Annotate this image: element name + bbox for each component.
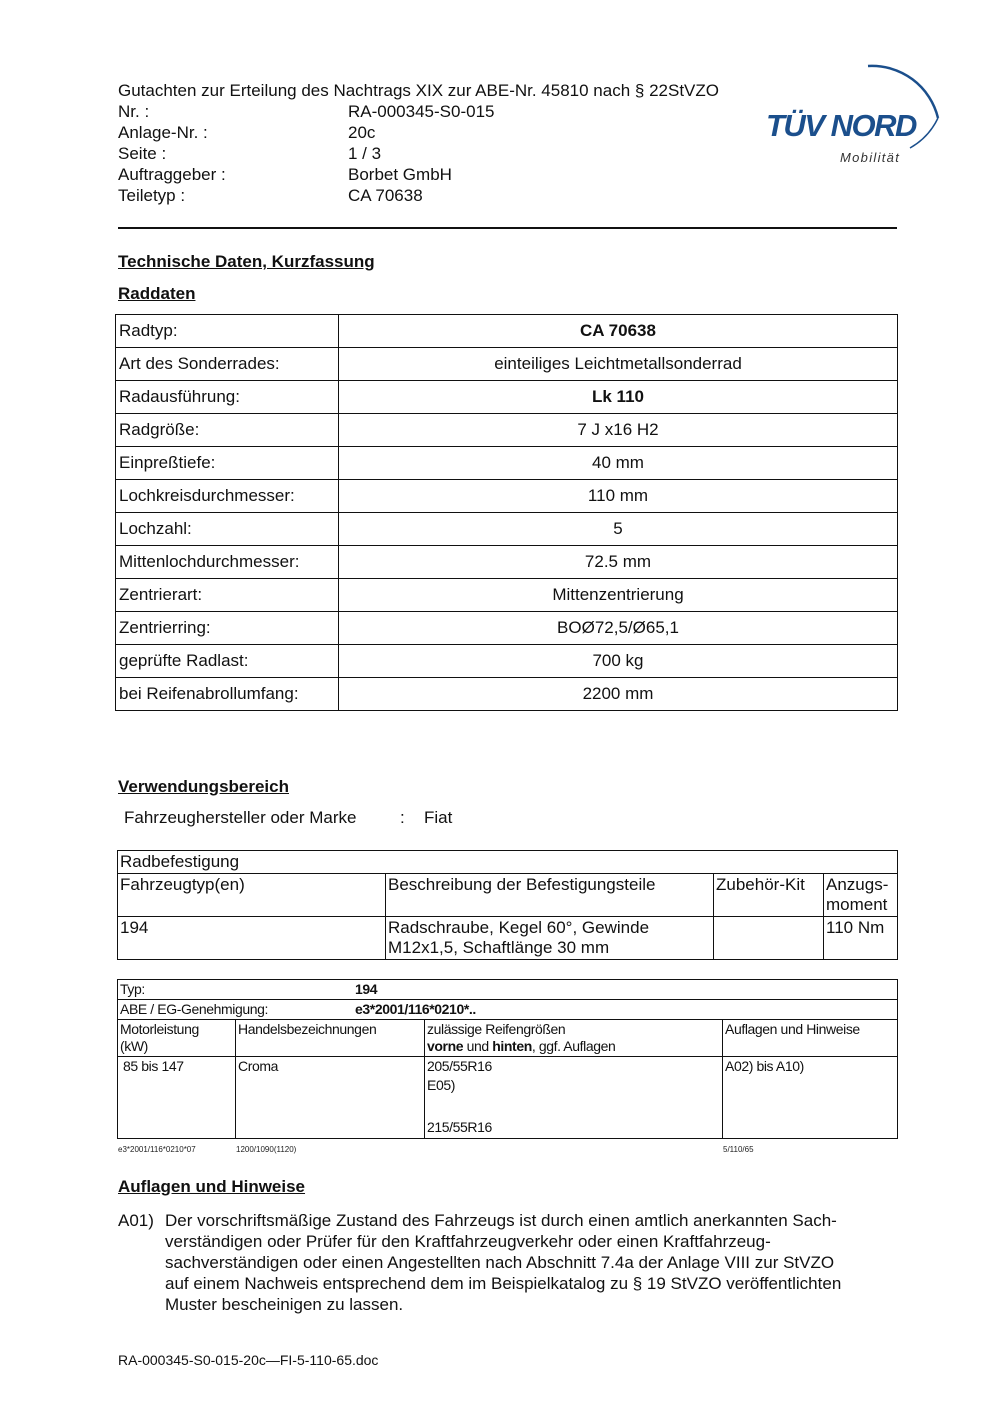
logo-subtitle: Mobilität	[840, 150, 901, 165]
tire-note: E05)	[427, 1077, 455, 1093]
header-cell	[118, 1020, 236, 1057]
cell-label: Lochzahl:	[116, 513, 339, 546]
table-row	[118, 917, 898, 960]
abe-value: e3*2001/116*0210*..	[355, 1001, 476, 1017]
verwendung-title: Verwendungsbereich	[118, 777, 289, 796]
description-line: M12x1,5, Schaftlänge 30 mm	[388, 938, 610, 957]
cell-label: Radgröße:	[116, 414, 339, 447]
header-row	[118, 185, 719, 206]
small-note: 1200/1090(1120)	[236, 1145, 297, 1154]
header-cell: Handelsbezeichnungen	[236, 1020, 425, 1057]
header-line	[427, 1038, 720, 1055]
header-cell: Beschreibung der Befestigungsteile	[386, 874, 714, 917]
footer-filename: RA-000345-S0-015-20c—FI-5-110-65.doc	[118, 1352, 379, 1368]
header-label: Teiletyp :	[118, 186, 186, 205]
manufacturer-label: Fahrzeughersteller oder Marke	[124, 808, 357, 827]
cell-value: CA 70638	[339, 315, 898, 348]
raddaten-table	[115, 314, 898, 711]
table-row	[116, 348, 898, 381]
table-row	[118, 1000, 898, 1020]
header-value: 20c	[348, 123, 376, 142]
cell-label: bei Reifenabrollumfang:	[116, 678, 339, 711]
a01-label: A01)	[118, 1211, 154, 1230]
cell-value: 7 J x16 H2	[339, 414, 898, 447]
header-value: Borbet GmbH	[348, 165, 452, 184]
a01-text	[165, 1210, 905, 1315]
header-label: Anlage-Nr. :	[118, 123, 208, 142]
cell-kit	[714, 917, 824, 960]
motor-value: 85 bis 147	[123, 1058, 184, 1074]
table-row	[116, 315, 898, 348]
header-line: Motorleistung	[120, 1021, 199, 1037]
header-line: moment	[826, 895, 888, 914]
header-bold: vorne	[427, 1038, 464, 1054]
cell-label: Zentrierring:	[116, 612, 339, 645]
cell-value: einteiliges Leichtmetallsonderrad	[339, 348, 898, 381]
cell-value: Lk 110	[339, 381, 898, 414]
text-line: auf einem Nachweis entsprechend dem im Beispielkatalog zu § 19 StVZO veröffentlichten	[165, 1274, 842, 1293]
cell-reifen	[425, 1057, 723, 1139]
radbefestigung-table	[117, 850, 898, 960]
cell-value: 110 mm	[339, 480, 898, 513]
table-row	[118, 851, 898, 874]
section-title: Technische Daten, Kurzfassung	[118, 252, 375, 271]
tire-size: 215/55R16	[427, 1119, 492, 1135]
tuv-nord-logo	[760, 56, 945, 176]
table-row	[116, 546, 898, 579]
text-line: Muster bescheinigen zu lassen.	[165, 1295, 404, 1314]
cell-value: 40 mm	[339, 447, 898, 480]
header-line: (kW)	[120, 1038, 148, 1054]
cell-label: Art des Sonderrades:	[116, 348, 339, 381]
cell-moment: 110 Nm	[824, 917, 898, 960]
table-row	[116, 414, 898, 447]
header-cell	[824, 874, 898, 917]
header-text: und	[463, 1038, 493, 1054]
header-value: RA-000345-S0-015	[348, 102, 495, 121]
text-line: sachverständigen oder einen Angestellten nach Abschnitt 7.4a der Anlage VIII zur StVZO	[165, 1253, 835, 1272]
table-row	[116, 513, 898, 546]
abe-label: ABE / EG-Genehmigung:	[120, 1001, 269, 1017]
cell-auflagen: A02) bis A10)	[723, 1057, 898, 1139]
header-cell: Zubehör-Kit	[714, 874, 824, 917]
typ-table	[117, 979, 898, 1139]
header-value: 1 / 3	[348, 144, 382, 163]
raddaten-title: Raddaten	[118, 284, 196, 303]
header-divider	[118, 227, 897, 229]
cell-label: Radausführung:	[116, 381, 339, 414]
table-row	[116, 480, 898, 513]
tire-size: 205/55R16	[427, 1058, 492, 1074]
header-cell: Fahrzeugtyp(en)	[118, 874, 386, 917]
table-row	[116, 447, 898, 480]
cell-value: 5	[339, 513, 898, 546]
header-title: Gutachten zur Erteilung des Nachtrags XIX zur ABE-Nr. 45810 nach § 22StVZO	[118, 81, 719, 100]
header-text: , ggf. Auflagen	[531, 1038, 616, 1054]
cell-value: 700 kg	[339, 645, 898, 678]
typ-value: 194	[355, 981, 378, 997]
cell-motor	[118, 1057, 236, 1139]
cell-value: Mittenzentrierung	[339, 579, 898, 612]
manufacturer-separator: :	[400, 808, 405, 827]
header-cell	[425, 1020, 723, 1057]
cell-value: 2200 mm	[339, 678, 898, 711]
table-row	[116, 381, 898, 414]
text-line: Der vorschriftsmäßige Zustand des Fahrzeugs ist durch einen amtlich anerkannten Sach-	[165, 1211, 837, 1230]
cell-label: Einpreßtiefe:	[116, 447, 339, 480]
abe-row	[118, 1000, 898, 1020]
header-line: Anzugs-	[826, 875, 889, 894]
header-row	[118, 164, 719, 185]
cell-label: Radtyp:	[116, 315, 339, 348]
header-cell: Auflagen und Hinweise	[723, 1020, 898, 1057]
manufacturer-line	[124, 808, 452, 828]
cell-label: geprüfte Radlast:	[116, 645, 339, 678]
table-row	[118, 980, 898, 1000]
typ-row	[118, 980, 898, 1000]
header-row	[118, 143, 719, 164]
header-row	[118, 122, 719, 143]
table-row	[116, 579, 898, 612]
header-row	[118, 101, 719, 122]
header-label: Seite :	[118, 144, 167, 163]
header-line: zulässige Reifengrößen	[427, 1021, 566, 1037]
cell-typ: 194	[118, 917, 386, 960]
document-header	[118, 80, 719, 206]
header-label: Auftraggeber :	[118, 165, 226, 184]
cell-label: Lochkreisdurchmesser:	[116, 480, 339, 513]
cell-description	[386, 917, 714, 960]
radbefestigung-title: Radbefestigung	[118, 851, 898, 874]
header-value: CA 70638	[348, 186, 423, 205]
logo-text: TÜV NORD	[766, 108, 916, 143]
auflagen-title: Auflagen und Hinweise	[118, 1177, 306, 1196]
cell-value: 72.5 mm	[339, 546, 898, 579]
typ-label: Typ:	[120, 981, 145, 997]
small-note: e3*2001/116*0210*07	[118, 1145, 196, 1154]
header-bold: hinten	[492, 1038, 532, 1054]
cell-value: BOØ72,5/Ø65,1	[339, 612, 898, 645]
table-row	[116, 645, 898, 678]
table-row	[118, 1020, 898, 1057]
cell-label: Zentrierart:	[116, 579, 339, 612]
text-line: verständigen oder Prüfer für den Kraftfahrzeugverkehr oder einen Kraftfahrzeug-	[165, 1232, 771, 1251]
table-row	[118, 874, 898, 917]
description-line: Radschraube, Kegel 60°, Gewinde	[388, 918, 650, 937]
table-row	[118, 1057, 898, 1139]
cell-label: Mittenlochdurchmesser:	[116, 546, 339, 579]
small-note: 5/110/65	[723, 1145, 754, 1154]
manufacturer-value: Fiat	[424, 808, 453, 827]
table-row	[116, 678, 898, 711]
table-row	[116, 612, 898, 645]
cell-handel: Croma	[236, 1057, 425, 1139]
header-label: Nr. :	[118, 102, 150, 121]
